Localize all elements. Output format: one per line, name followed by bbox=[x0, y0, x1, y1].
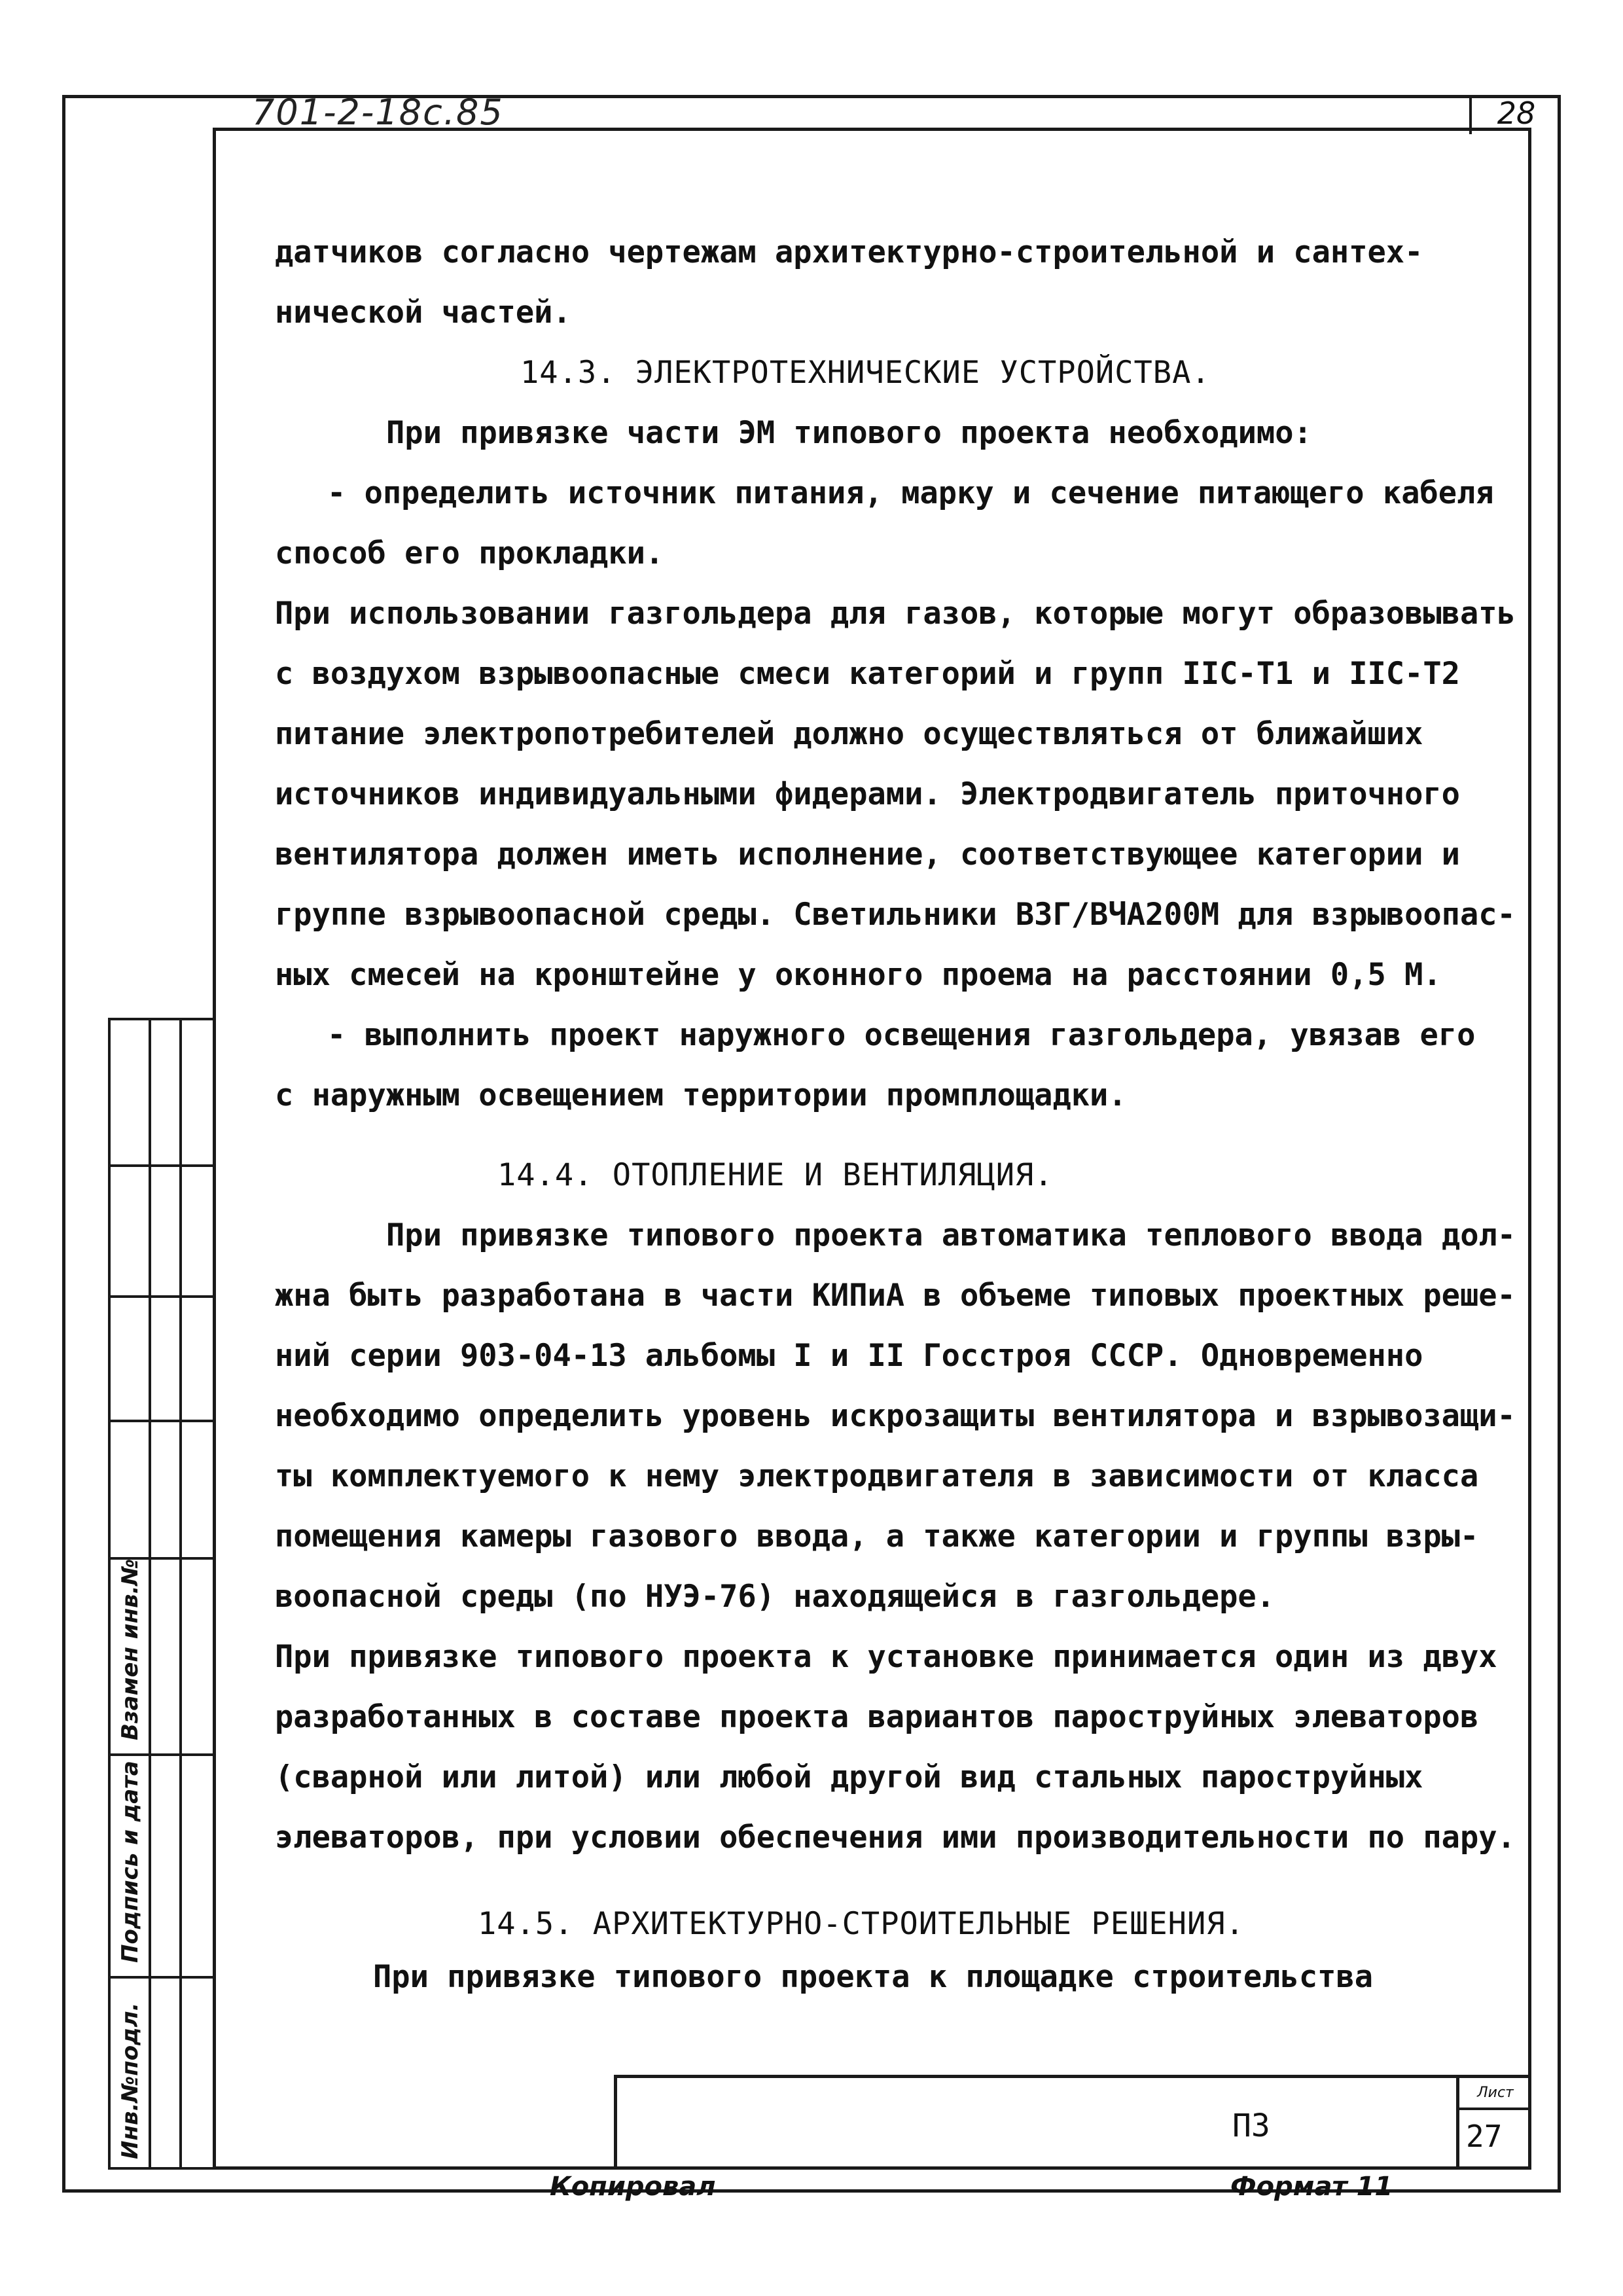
original-sheet-number: 28 bbox=[1469, 95, 1561, 134]
side-label-inv-orig: Инв.№подл. bbox=[117, 2002, 143, 2159]
body-line: группе взрывоопасной среды. Светильники ВЗГ/ВЧА200М для взрывоопас- bbox=[275, 897, 1516, 933]
footer-format: Формат 11 bbox=[1230, 2172, 1393, 2202]
side-stamp-divider bbox=[111, 1976, 213, 1979]
body-line: При привязке типового проекта к площадке строительства bbox=[373, 1959, 1374, 1995]
body-line: помещения камеры газового ввода, а также категории и группы взры- bbox=[275, 1518, 1479, 1554]
body-line: (сварной или литой) или любой другой вид стальных пароструйных bbox=[275, 1759, 1423, 1795]
body-line: При использовании газгольдера для газов, которые могут образовывать bbox=[275, 596, 1516, 632]
body-line: способ его прокладки. bbox=[275, 535, 664, 571]
body-line: элеваторов, при условии обеспечения ими производительности по пару. bbox=[275, 1820, 1516, 1856]
document-body bbox=[275, 223, 1531, 2000]
body-line: При привязке типового проекта автоматика теплового ввода дол- bbox=[386, 1217, 1516, 1253]
body-line: необходимо определить уровень искрозащиты вентилятора и взрывозащи- bbox=[275, 1398, 1516, 1434]
body-line: питание электропотребителей должно осуществляться от ближайших bbox=[275, 716, 1423, 752]
body-line: При привязке части ЭМ типового проекта необходимо: bbox=[386, 415, 1312, 451]
body-line: жна быть разработана в части КИПиА в объеме типовых проектных реше- bbox=[275, 1278, 1516, 1314]
side-stamp-divider bbox=[179, 1020, 182, 2167]
body-line: При привязке типового проекта к установке принимается один из двух bbox=[275, 1639, 1497, 1675]
body-line: - определить источник питания, марку и сечение питающего кабеля bbox=[327, 475, 1494, 511]
body-line: с воздухом взрывоопасные смеси категорий и групп IIC-T1 и IIC-T2 bbox=[275, 656, 1460, 692]
body-line: вентилятора должен иметь исполнение, соответствующее категории и bbox=[275, 836, 1460, 872]
side-stamp bbox=[108, 1018, 213, 2170]
body-line: датчиков согласно чертежам архитектурно-строительной и сантех- bbox=[275, 234, 1423, 270]
section-heading-14-3: 14.3. ЭЛЕКТРОТЕХНИЧЕСКИЕ УСТРОЙСТВА. bbox=[520, 355, 1211, 391]
stamp-sheet-label: Лист bbox=[1459, 2078, 1531, 2110]
side-label-replace-inv: Взамен инв.№ bbox=[117, 1558, 143, 1740]
body-line: источников индивидуальными фидерами. Электродвигатель приточного bbox=[275, 776, 1460, 812]
section-heading-14-5: 14.5. АРХИТЕКТУРНО-СТРОИТЕЛЬНЫЕ РЕШЕНИЯ. bbox=[478, 1906, 1245, 1942]
document-code: 701-2-18с.85 bbox=[252, 92, 504, 133]
body-line: нической частей. bbox=[275, 295, 571, 331]
body-line: воопасной среды (по НУЭ-76) находящейся в газгольдере. bbox=[275, 1579, 1275, 1615]
title-block bbox=[614, 2075, 1531, 2170]
side-stamp-divider bbox=[111, 1753, 213, 1756]
side-label-sign-date: Подпись и дата bbox=[117, 1761, 143, 1963]
body-line: - выполнить проект наружного освещения газгольдера, увязав его bbox=[327, 1017, 1476, 1053]
section-heading-14-4: 14.4. ОТОПЛЕНИЕ И ВЕНТИЛЯЦИЯ. bbox=[497, 1157, 1054, 1193]
stamp-sheet-column bbox=[1456, 2078, 1531, 2170]
body-line: с наружным освещением территории промплощадки. bbox=[275, 1077, 1127, 1113]
side-stamp-divider bbox=[111, 1295, 213, 1298]
footer-copied: Копировал bbox=[550, 2172, 716, 2202]
stamp-document-code: ПЗ bbox=[1232, 2108, 1270, 2144]
side-stamp-divider bbox=[149, 1020, 151, 2167]
side-stamp-divider bbox=[111, 1420, 213, 1422]
side-stamp-divider bbox=[111, 1164, 213, 1167]
body-line: ных смесей на кронштейне у оконного проема на расстоянии 0,5 М. bbox=[275, 957, 1442, 993]
stamp-sheet-number: 27 bbox=[1466, 2119, 1503, 2154]
body-line: ты комплектуемого к нему электродвигателя в зависимости от класса bbox=[275, 1458, 1479, 1494]
body-line: разработанных в составе проекта вариантов пароструйных элеваторов bbox=[275, 1699, 1479, 1735]
body-line: ний серии 903-04-13 альбомы I и II Госстроя СССР. Одновременно bbox=[275, 1338, 1423, 1374]
